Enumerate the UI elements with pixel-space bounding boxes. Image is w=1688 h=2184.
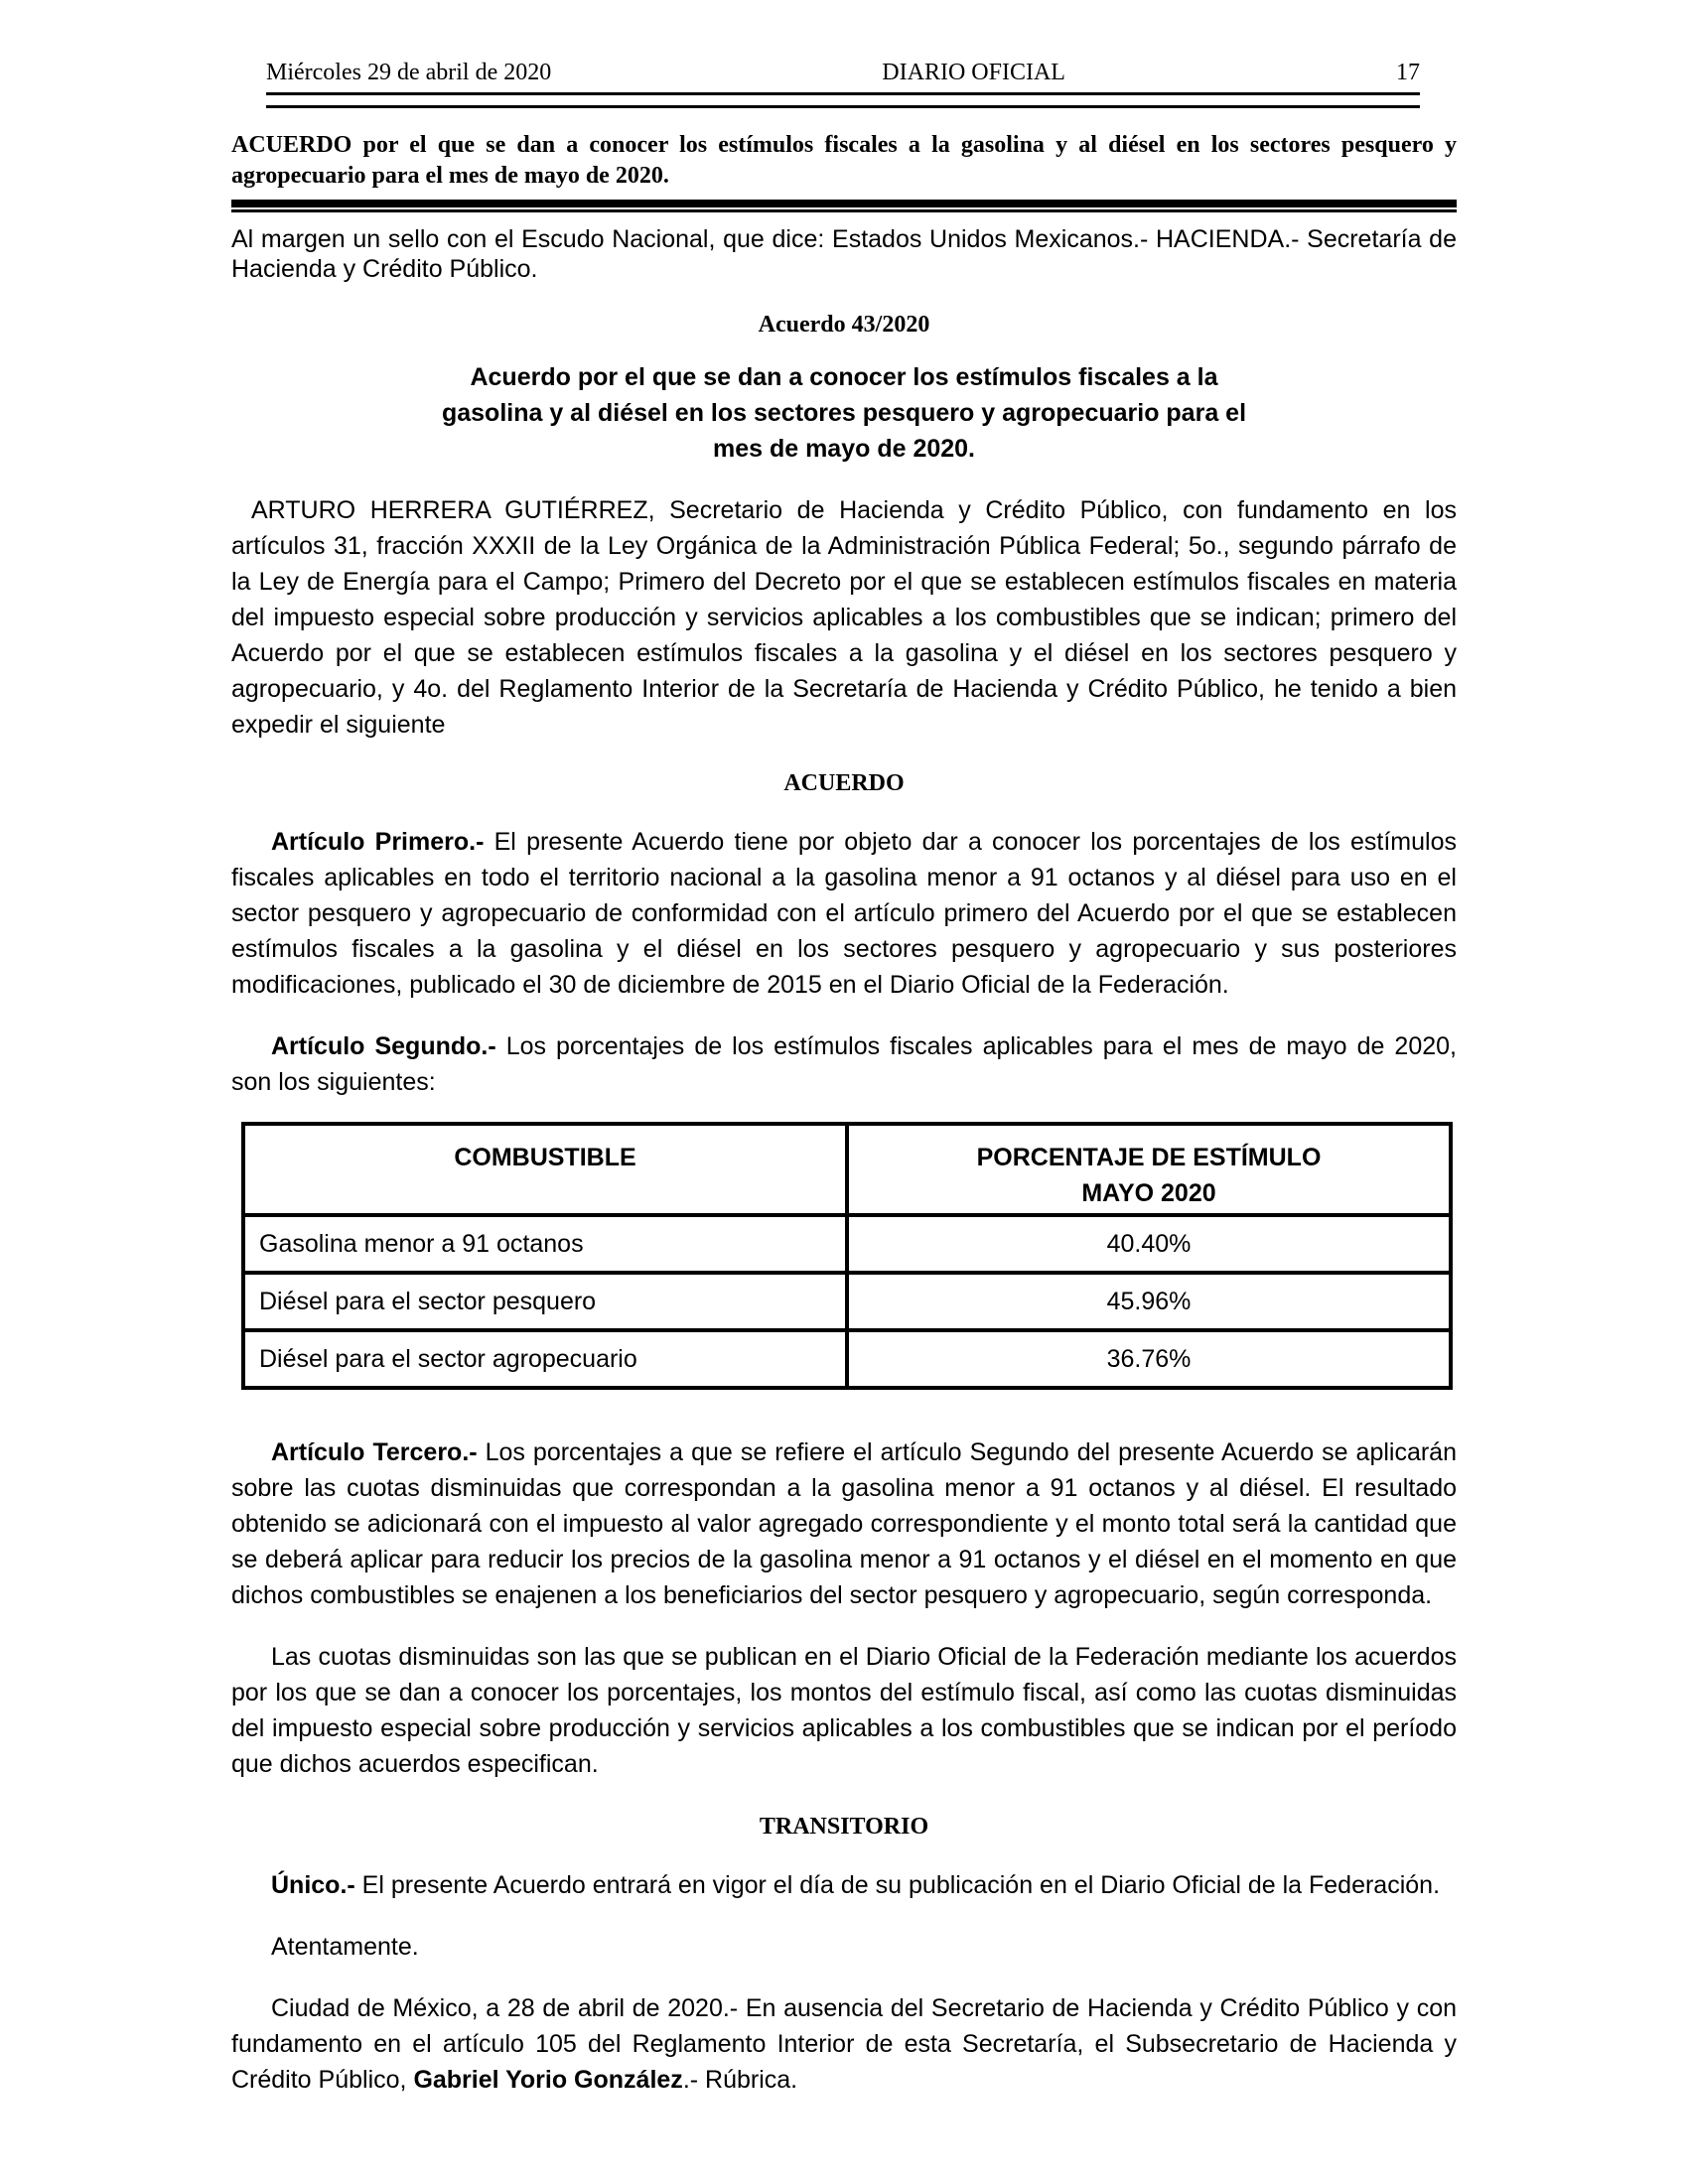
article-primero-lead: Artículo Primero.- xyxy=(271,828,485,856)
header-double-rule xyxy=(266,92,1420,108)
header-publication-title: DIARIO OFICIAL xyxy=(882,60,1065,85)
acuerdo-subject-line: Acuerdo por el que se dan a conocer los estímulos fiscales a la xyxy=(470,363,1218,391)
table-row xyxy=(243,1215,1451,1273)
fuel-cell: Diésel para el sector agropecuario xyxy=(243,1330,847,1388)
cuotas-paragraph: Las cuotas disminuidas son las que se publican en el Diario Oficial de la Federación mediante los acuerdos por los que se dan a conocer los porcentajes, los montos del estímulo fiscal, así como las cuotas disminuidas del impuesto especial sobre producción y servicios aplicables a los combustibles que se indican por el período que dichos acuerdos especifican. xyxy=(231,1643,1457,1778)
title-separator-bar xyxy=(231,200,1457,207)
header-date: Miércoles 29 de abril de 2020 xyxy=(266,60,552,85)
running-header xyxy=(266,60,1420,86)
table-row xyxy=(243,1273,1451,1330)
acuerdo-subject-heading xyxy=(231,359,1457,467)
section-heading-transitorio: TRANSITORIO xyxy=(759,1814,929,1840)
header-page-number: 17 xyxy=(1396,60,1420,85)
percentage-cell: 40.40% xyxy=(847,1215,1451,1273)
closing-post: .- Rúbrica. xyxy=(682,2066,798,2094)
percentage-cell: 45.96% xyxy=(847,1273,1451,1330)
article-segundo-lead: Artículo Segundo.- xyxy=(271,1032,496,1060)
article-segundo-text: Los porcentajes de los estímulos fiscales aplicables para el mes de mayo de 2020, son los siguientes: xyxy=(231,1032,1457,1096)
al-margen-paragraph: Al margen un sello con el Escudo Nacional, que dice: Estados Unidos Mexicanos.- HACIENDA.- Secretaría de Hacienda y Crédito Público. xyxy=(231,225,1457,283)
acuerdo-subject-line: gasolina y al diésel en los sectores pesquero y agropecuario para el xyxy=(441,399,1247,427)
column-header-percentage-line1: PORCENTAJE DE ESTÍMULO xyxy=(976,1144,1322,1171)
unico-text: El presente Acuerdo entrará en vigor el día de su publicación en el Diario Oficial de la Federación. xyxy=(354,1871,1441,1899)
article-primero-text: El presente Acuerdo tiene por objeto dar a conocer los porcentajes de los estímulos fiscales aplicables en todo el territorio nacional a la gasolina menor a 91 octanos y al diésel para uso en el sector pesquero y agropecuario de conformidad con el artículo primero del Acuerdo por el que se establecen estímulos fiscales a la gasolina y el diésel en los sectores pesquero y agropecuario y sus posteriores modificaciones, publicado el 30 de diciembre de 2015 en el Diario Oficial de la Federación. xyxy=(231,828,1457,999)
closing-pre: Ciudad de México, a 28 de abril de 2020.- En ausencia del Secretario de Hacienda y Crédito Público y con fundamento en el artículo 105 del Reglamento Interior de esta Secretaría, el Subsecretario de Hacienda y Crédito Público, xyxy=(231,1994,1457,2094)
table-row xyxy=(243,1330,1451,1388)
unico-paragraph xyxy=(231,1867,1457,1903)
section-heading-acuerdo: ACUERDO xyxy=(783,770,905,796)
unico-lead: Único.- xyxy=(271,1871,355,1899)
closing-signatory-name: Gabriel Yorio González xyxy=(413,2066,683,2094)
percentage-cell: 36.76% xyxy=(847,1330,1451,1388)
column-header-fuel: COMBUSTIBLE xyxy=(243,1124,847,1215)
column-header-percentage xyxy=(847,1124,1451,1215)
article-tercero-lead: Artículo Tercero.- xyxy=(271,1438,478,1466)
stimulus-percentages-table xyxy=(241,1122,1453,1390)
closing-paragraph xyxy=(231,1990,1457,2098)
article-tercero-paragraph xyxy=(231,1434,1457,1613)
fuel-cell: Gasolina menor a 91 octanos xyxy=(243,1215,847,1273)
atentamente-line: Atentamente. xyxy=(271,1933,419,1961)
acuerdo-number-heading: Acuerdo 43/2020 xyxy=(758,312,930,338)
acuerdo-subject-line: mes de mayo de 2020. xyxy=(712,435,976,463)
article-tercero-text: Los porcentajes a que se refiere el artículo Segundo del presente Acuerdo se aplicarán sobre las cuotas disminuidas que correspondan a la gasolina menor a 91 octanos y al diésel. El resultado obtenido se adicionará con el impuesto al valor agregado correspondiente y el monto total será la cantidad que se deberá aplicar para reducir los precios de la gasolina menor a 91 octanos y el diésel en el momento en que dichos combustibles se enajenen a los beneficiarios del sector pesquero y agropecuario, según corresponda. xyxy=(231,1438,1457,1609)
column-header-percentage-line2: MAYO 2020 xyxy=(1081,1179,1216,1207)
intro-paragraph: ARTURO HERRERA GUTIÉRREZ, Secretario de Hacienda y Crédito Público, con fundamento en los artículos 31, fracción XXXII de la Ley Orgánica de la Administración Pública Federal; 5o., segundo párrafo de la Ley de Energía para el Campo; Primero del Decreto por el que se establecen estímulos fiscales en materia del impuesto especial sobre producción y servicios aplicables a los combustibles que se indican; primero del Acuerdo por el que se establecen estímulos fiscales a la gasolina y el diésel en los sectores pesquero y agropecuario, y 4o. del Reglamento Interior de la Secretaría de Hacienda y Crédito Público, he tenido a bien expedir el siguiente xyxy=(231,496,1457,739)
table-header-row xyxy=(243,1124,1451,1215)
title-separator-line xyxy=(231,209,1457,212)
article-primero-paragraph xyxy=(231,824,1457,1003)
article-segundo-paragraph xyxy=(231,1028,1457,1100)
document-title: ACUERDO por el que se dan a conocer los estímulos fiscales a la gasolina y al diésel en los sectores pesquero y agropecuario para el mes de mayo de 2020. xyxy=(231,132,1457,189)
fuel-cell: Diésel para el sector pesquero xyxy=(243,1273,847,1330)
